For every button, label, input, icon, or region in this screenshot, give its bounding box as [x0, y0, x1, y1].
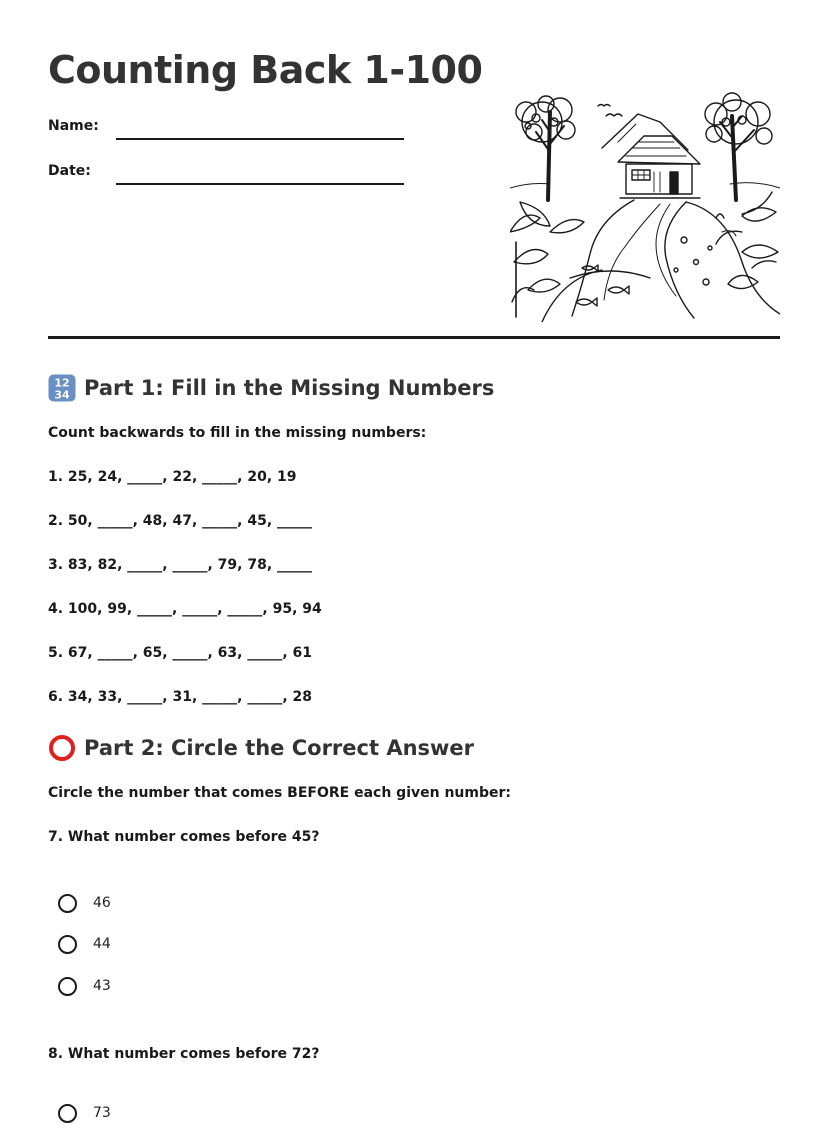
question-7: 7. What number comes before 45? [48, 829, 320, 845]
answer-option-label: 43 [93, 978, 111, 994]
answer-option[interactable] [58, 974, 111, 998]
red-circle-icon [48, 734, 76, 762]
hut-landscape-illustration [510, 92, 780, 322]
part1-heading [48, 374, 494, 402]
worksheet-title: Counting Back 1-100 [48, 48, 483, 92]
number-keypad-icon [48, 374, 76, 402]
answer-option[interactable] [58, 891, 111, 915]
part2-heading [48, 734, 474, 762]
radio-circle-icon[interactable] [58, 935, 77, 954]
missing-number-question[interactable]: 2. 50, _____, 48, 47, _____, 45, _____ [48, 513, 313, 529]
date-line[interactable] [116, 183, 404, 185]
header-divider [48, 336, 780, 339]
answer-option[interactable] [58, 1101, 111, 1125]
radio-circle-icon[interactable] [58, 1104, 77, 1123]
name-line[interactable] [116, 138, 404, 140]
part1-instructions: Count backwards to fill in the missing numbers: [48, 425, 427, 441]
radio-circle-icon[interactable] [58, 977, 77, 996]
answer-option[interactable] [58, 932, 111, 956]
question-8: 8. What number comes before 72? [48, 1046, 320, 1062]
part1-heading-text: Part 1: Fill in the Missing Numbers [84, 376, 495, 400]
radio-circle-icon[interactable] [58, 894, 77, 913]
missing-number-question[interactable]: 5. 67, _____, 65, _____, 63, _____, 61 [48, 645, 313, 661]
svg-text:12: 12 [54, 376, 70, 390]
missing-number-question[interactable]: 6. 34, 33, _____, 31, _____, _____, 28 [48, 689, 313, 705]
date-label: Date: [48, 163, 91, 179]
date-field [48, 163, 408, 193]
answer-option-label: 46 [93, 895, 111, 911]
name-field [48, 118, 408, 148]
missing-number-question[interactable]: 4. 100, 99, _____, _____, _____, 95, 94 [48, 601, 322, 617]
answer-option-label: 44 [93, 936, 111, 952]
worksheet-page [48, 0, 780, 1121]
name-label: Name: [48, 118, 99, 134]
svg-text:34: 34 [54, 388, 70, 402]
part2-heading-text: Part 2: Circle the Correct Answer [84, 736, 475, 760]
missing-number-question[interactable]: 3. 83, 82, _____, _____, 79, 78, _____ [48, 557, 313, 573]
missing-number-question[interactable]: 1. 25, 24, _____, 22, _____, 20, 19 [48, 469, 297, 485]
answer-option-label: 73 [93, 1105, 111, 1121]
part2-instructions: Circle the number that comes BEFORE each given number: [48, 785, 511, 801]
